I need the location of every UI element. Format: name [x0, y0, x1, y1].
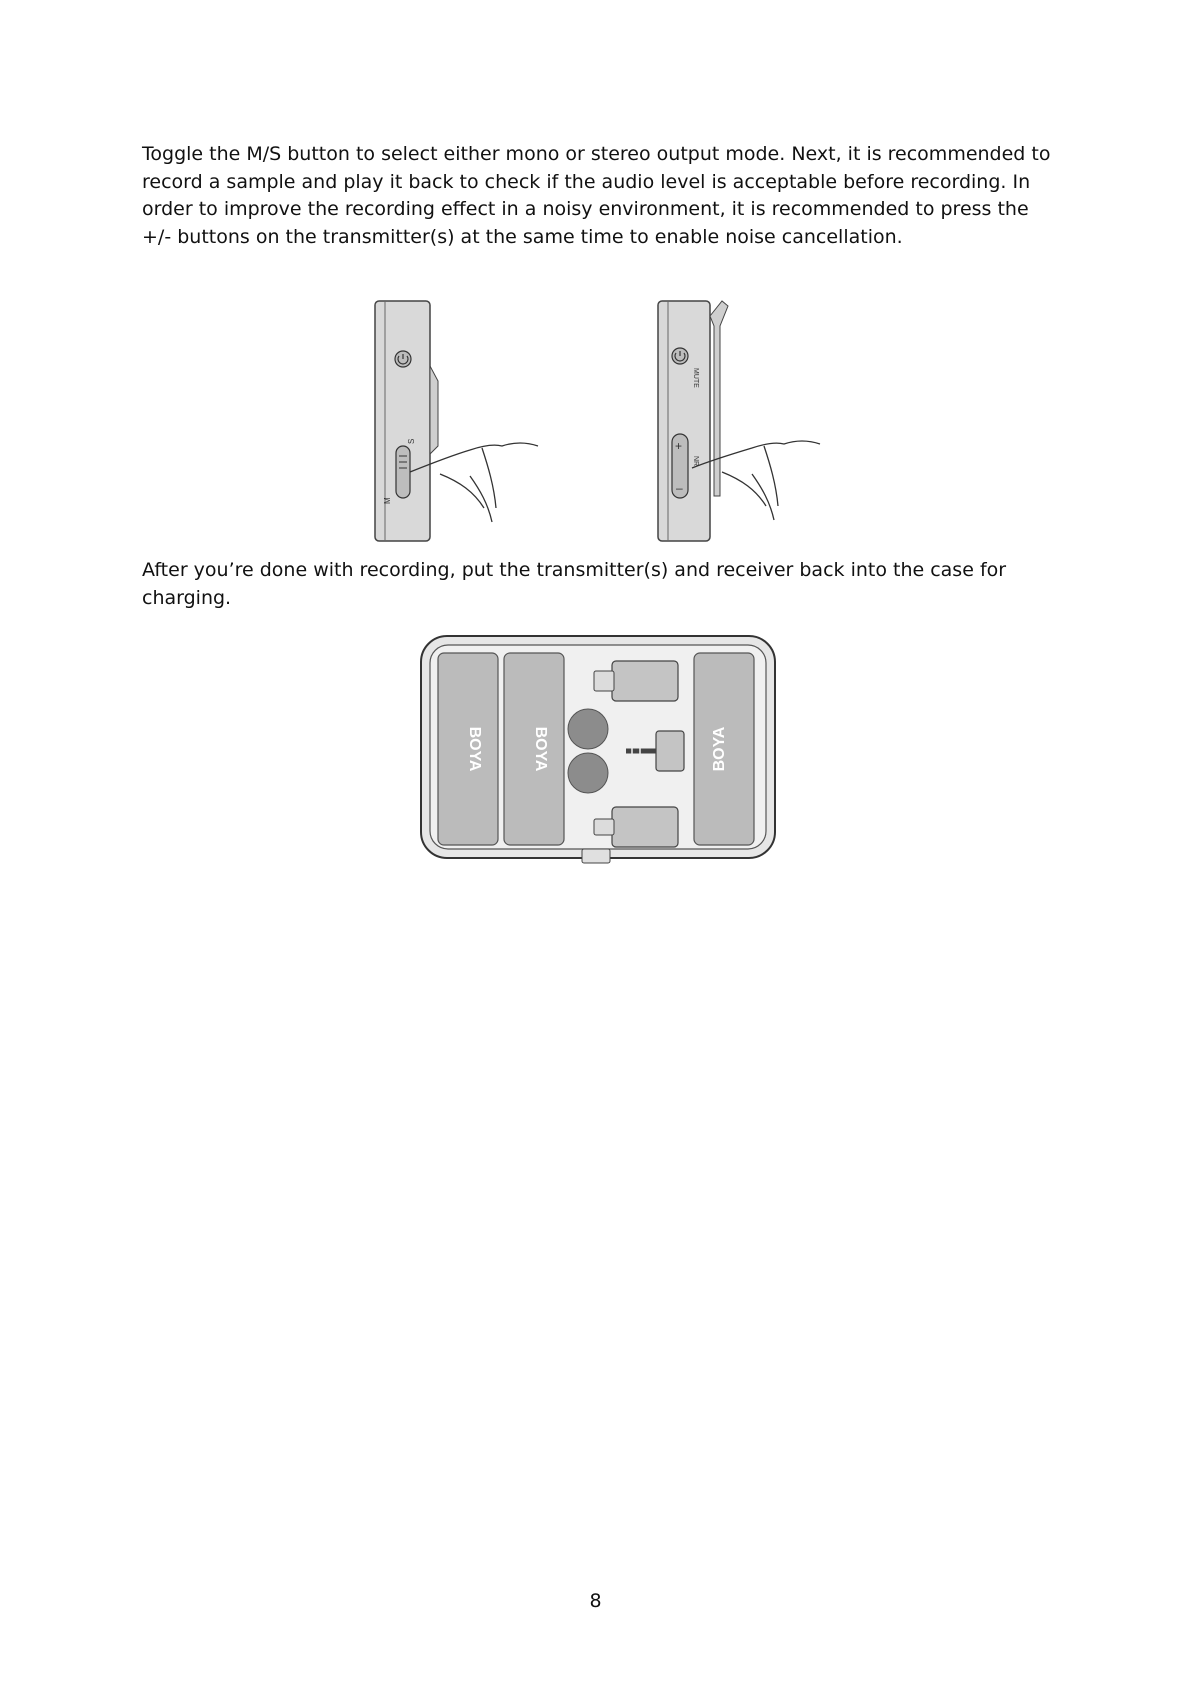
- minus-icon: –: [676, 481, 683, 495]
- plus-icon: +: [675, 439, 683, 453]
- ms-switch: [396, 446, 410, 498]
- case-hinge: [582, 849, 610, 863]
- brand-logo-left: BOYA: [466, 726, 483, 772]
- charging-case-illustration: [418, 633, 778, 868]
- instruction-paragraph: Toggle the M/S button to select either mono or stereo output mode. Next, it is recommended to record a sample and play it back to check if the audio level is acceptable before recording. In order to improve the recording effect in a noisy environment, it is recommended to press the +/- buttons on the transmitter(s) at the same time to enable noise cancellation.: [142, 143, 1051, 248]
- page-number: 8: [589, 1590, 602, 1612]
- label-nr: NR: [692, 456, 699, 467]
- label-s: S: [407, 438, 416, 444]
- receiver-ms-switch-illustration: [370, 296, 550, 544]
- brand-logo-right: BOYA: [711, 726, 728, 772]
- label-mute: MUTE: [692, 368, 699, 388]
- charging-paragraph: After you’re done with recording, put the transmitter(s) and receiver back into the case for charging.: [142, 559, 1007, 609]
- finger-hand-icon: [692, 441, 820, 520]
- brand-logo-middle: BOYA: [532, 726, 549, 772]
- label-m: M: [383, 497, 392, 504]
- transmitter-noise-cancellation-illustration: [650, 296, 830, 544]
